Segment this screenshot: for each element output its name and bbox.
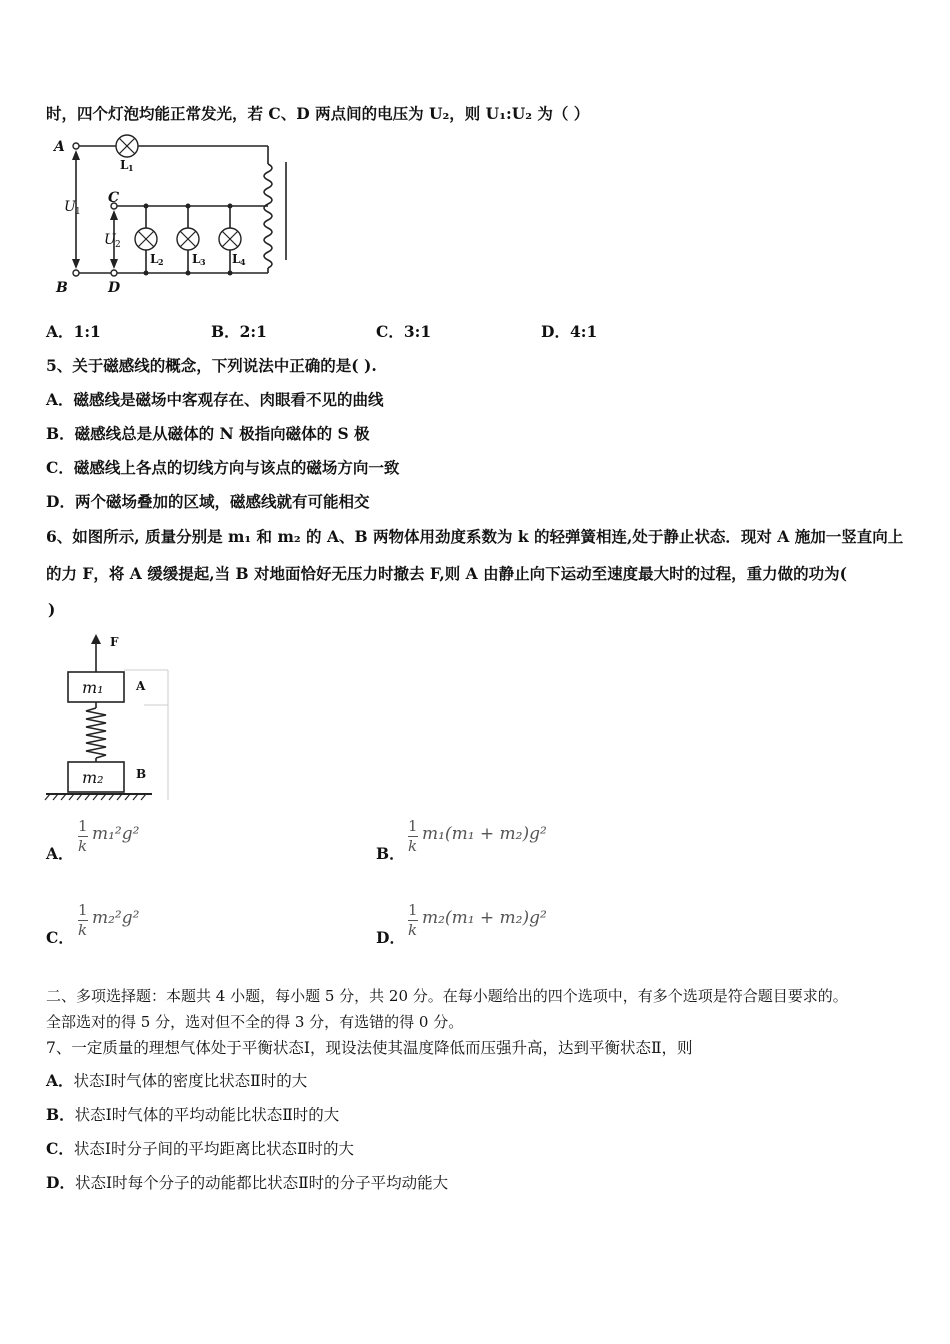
lamp-l4-label: L — [232, 252, 241, 266]
q6-option-b-label[interactable]: B． — [376, 844, 405, 863]
q5-option-b[interactable]: B．磁感线总是从磁体的 N 极指向磁体的 S 极 — [46, 424, 370, 443]
mass-m2-label: m₂ — [82, 768, 104, 787]
lamp-l3-label: L — [192, 252, 201, 266]
q7-stem: 7、一定质量的理想气体处于平衡状态Ⅰ，现设法使其温度降低而压强升高，达到平衡状态Ⅱ，则 — [46, 1039, 693, 1057]
q4-stem: 时，四个灯泡均能正常发光，若 C、D 两点间的电压为 U₂，则 U₁:U₂ 为（ ） — [46, 104, 590, 123]
q5-option-c[interactable]: C．磁感线上各点的切线方向与该点的磁场方向一致 — [46, 458, 400, 477]
svg-text:2: 2 — [115, 240, 121, 250]
mass-m1-label: m₁ — [82, 678, 104, 697]
q4-option-c[interactable]: C．3:1 — [376, 322, 432, 341]
svg-text:4: 4 — [240, 257, 246, 267]
q5-option-d[interactable]: D．两个磁场叠加的区域，磁感线就有可能相交 — [46, 492, 370, 511]
q4-option-a[interactable]: A．1:1 — [46, 322, 101, 341]
q6-stem-line3: ) — [48, 600, 56, 619]
svg-text:3: 3 — [200, 257, 206, 267]
spring-masses-figure — [44, 630, 174, 802]
q4-option-b[interactable]: B．2:1 — [211, 322, 267, 341]
q6-option-c-label[interactable]: C． — [46, 928, 74, 947]
point-d-label: D — [108, 280, 121, 296]
q7-option-c[interactable]: C．状态Ⅰ时分子间的平均距离比状态Ⅱ时的大 — [46, 1139, 355, 1158]
lamp-l1-label: L — [120, 158, 129, 172]
force-label: F — [110, 635, 119, 649]
q5-option-a[interactable]: A．磁感线是磁场中客观存在、肉眼看不见的曲线 — [46, 390, 384, 409]
q7-option-d[interactable]: D．状态Ⅰ时每个分子的动能都比状态Ⅱ时的分子平均动能大 — [46, 1173, 449, 1192]
q7-option-b[interactable]: B．状态Ⅰ时气体的平均动能比状态Ⅱ时的大 — [46, 1105, 340, 1124]
svg-text:1: 1 — [128, 163, 134, 173]
q7-option-a[interactable]: A．状态Ⅰ时气体的密度比状态Ⅱ时的大 — [46, 1071, 308, 1090]
transformer-circuit-figure — [46, 132, 306, 302]
section2-instructions-line1: 二、多项选择题：本题共 4 小题，每小题 5 分，共 20 分。在每小题给出的四个选项中，有多个选项是符合题目要求的。 — [46, 987, 848, 1005]
point-a-label: A — [54, 139, 65, 155]
section2-instructions-line2: 全部选对的得 5 分，选对但不全的得 3 分，有选错的得 0 分。 — [46, 1013, 464, 1031]
body-a-label: A — [136, 679, 146, 693]
q6-stem-line2: 的力 F，将 A 缓缓提起,当 B 对地面恰好无压力时撤去 F,则 A 由静止向下运动至速度最大时的过程，重力做的功为( — [46, 564, 847, 583]
q4-option-d[interactable]: D．4:1 — [541, 322, 598, 341]
point-c-label: C — [108, 190, 120, 206]
lamp-l2-label: L — [150, 252, 159, 266]
svg-text:1: 1 — [75, 207, 81, 217]
q6-option-a-label[interactable]: A． — [46, 844, 74, 863]
q5-stem: 5、关于磁感线的概念，下列说法中正确的是( ). — [46, 356, 377, 375]
u2-label: U — [104, 232, 116, 248]
point-b-label: B — [56, 280, 68, 296]
u1-label: U — [64, 199, 76, 215]
q6-option-d-label[interactable]: D． — [376, 928, 405, 947]
q6-stem-line1: 6、如图所示, 质量分别是 m₁ 和 m₂ 的 A、B 两物体用劲度系数为 k 的轻弹簧相连,处于静止状态．现对 A 施加一竖直向上 — [46, 527, 904, 546]
body-b-label: B — [136, 767, 147, 781]
svg-text:2: 2 — [158, 257, 164, 267]
